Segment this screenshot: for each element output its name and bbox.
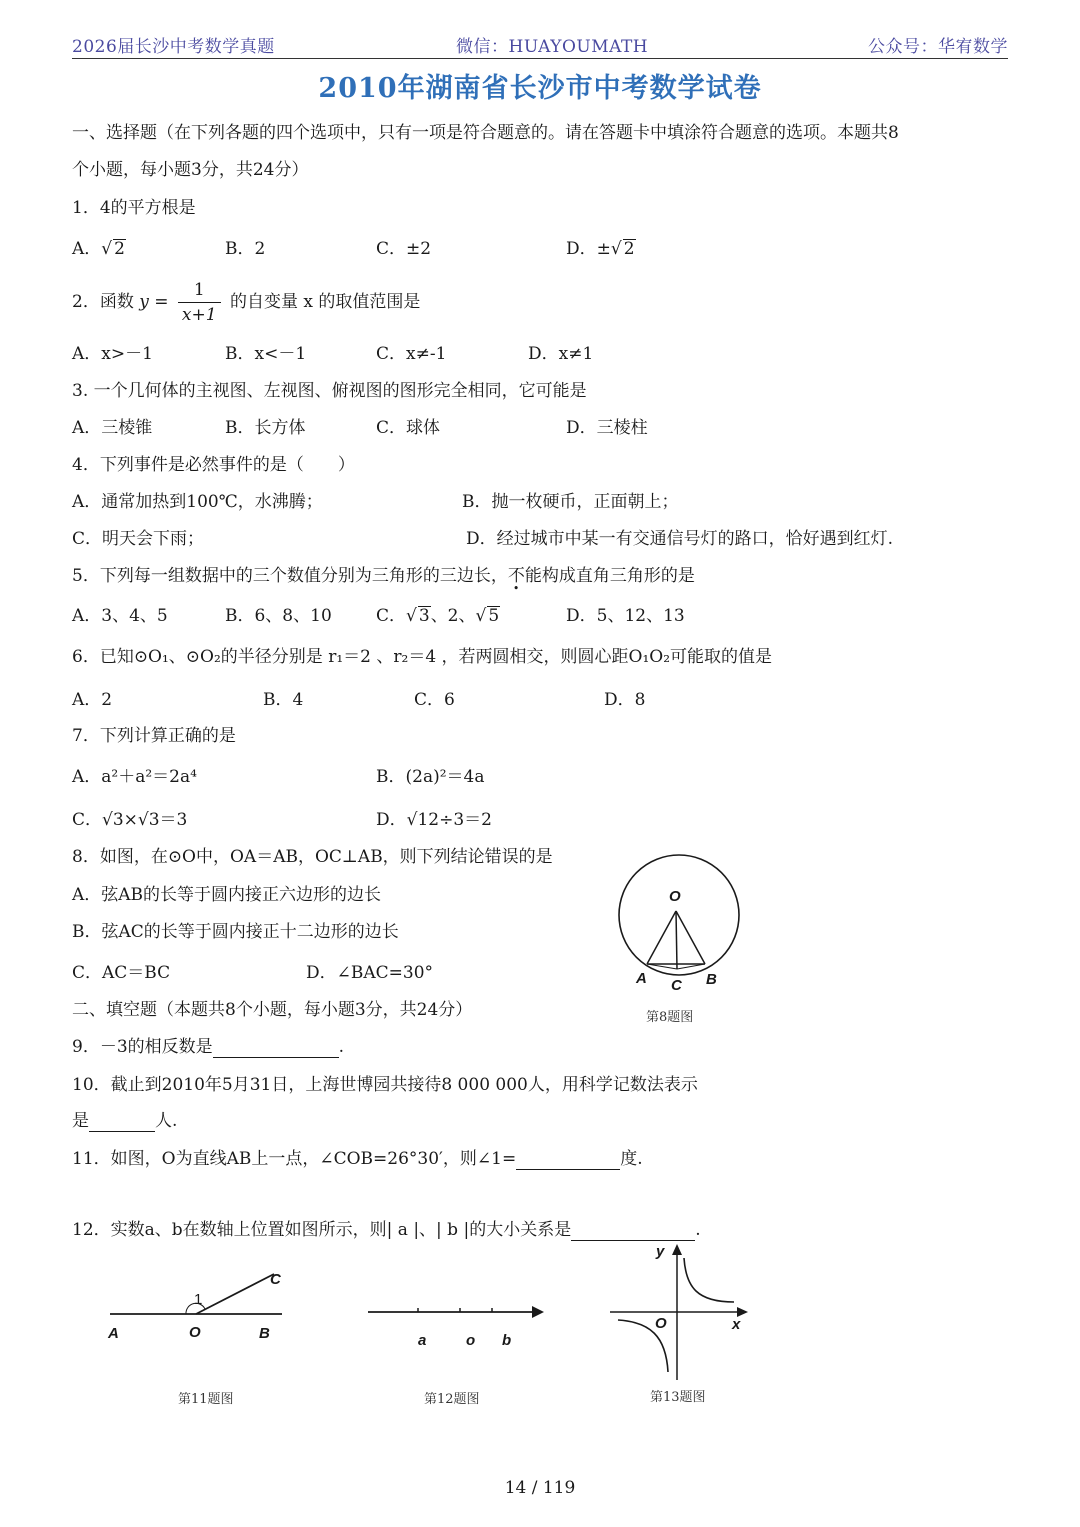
q7-option-b: B．(2a)²＝4a bbox=[376, 767, 485, 787]
fig11-angle-figure bbox=[100, 1262, 300, 1352]
header-left: 2026届长沙中考数学真题 bbox=[72, 37, 275, 57]
q2-option-d: D．x≠1 bbox=[528, 344, 594, 364]
q10-blank[interactable] bbox=[89, 1131, 155, 1132]
fig13-hyperbola-figure bbox=[600, 1236, 760, 1386]
q5-stem: 5．下列每一组数据中的三个数值分别为三角形的三边长，不能构成直角三角形的是 bbox=[72, 566, 695, 586]
q5-option-a: A．3、4、5 bbox=[72, 606, 168, 626]
q2-fraction: $\frac{1}{x+1}$ bbox=[178, 278, 221, 327]
q3-stem: 3. 一个几何体的主视图、左视图、俯视图的图形完全相同，它可能是 bbox=[72, 381, 587, 401]
q2-option-c: C．x≠-1 bbox=[376, 344, 447, 364]
fig11-caption: 第11题图 bbox=[178, 1392, 234, 1407]
q8-option-d: D．∠BAC=30° bbox=[306, 963, 434, 983]
q9-stem: 9．－3的相反数是 . bbox=[72, 1037, 345, 1057]
q6-option-b: B．4 bbox=[263, 690, 304, 710]
section1-line2: 个小题，每小题3分，共24分） bbox=[72, 160, 309, 180]
fig13-label-x: x bbox=[732, 1316, 741, 1333]
q11-blank[interactable] bbox=[516, 1169, 620, 1170]
q12-stem: 12．实数a、b在数轴上位置如图所示，则| a |、| b |的大小关系是 . bbox=[72, 1220, 701, 1240]
q8-option-b: B．弦AC的长等于圆内接正十二边形的边长 bbox=[72, 922, 399, 942]
q8-caption: 第8题图 bbox=[646, 1010, 694, 1025]
fig11-label-c: C bbox=[270, 1271, 281, 1288]
header-right: 公众号：华宥数学 bbox=[868, 37, 1008, 57]
q5-emphasis: 不能 bbox=[507, 566, 542, 586]
q2-option-a: A．x>－1 bbox=[72, 344, 153, 364]
q7-option-d: D．√12÷3＝2 bbox=[376, 810, 492, 830]
fig12-label-a: a bbox=[418, 1332, 427, 1349]
q8-label-a: A bbox=[636, 970, 647, 987]
q2-stem: 2．函数 y = $\frac{1}{x+1}$ 的自变量 x 的取值范围是 bbox=[72, 280, 421, 325]
q7-option-a: A．a²＋a²＝2a⁴ bbox=[72, 767, 197, 787]
page-title: 2010年湖南省长沙市中考数学试卷 bbox=[318, 73, 762, 104]
fig12-number-line bbox=[360, 1290, 560, 1350]
q3-option-b: B．长方体 bbox=[225, 418, 306, 438]
q7-option-c: C．√3×√3＝3 bbox=[72, 810, 188, 830]
q10-line1: 10．截止到2010年5月31日，上海世博园共接待8 000 000人，用科学记数法表示 bbox=[72, 1075, 698, 1095]
q6-stem: 6．已知⊙O₁、⊙O₂的半径分别是 r₁＝2 、r₂＝4 ，若两圆相交，则圆心距O₁O₂可能取的值是 bbox=[72, 647, 773, 667]
q1-option-c: C．±2 bbox=[376, 239, 432, 259]
header-divider bbox=[72, 58, 1008, 59]
q3-option-d: D．三棱柱 bbox=[566, 418, 648, 438]
q5-option-d: D．5、12、13 bbox=[566, 606, 685, 626]
q1-option-a: A．√ 2 bbox=[72, 239, 125, 259]
q8-label-c: C bbox=[671, 977, 682, 994]
q8-label-o: O bbox=[669, 888, 681, 905]
q6-option-a: A．2 bbox=[72, 690, 113, 710]
fig11-label-b: B bbox=[259, 1325, 270, 1342]
q4-option-a: A．通常加热到100℃，水沸腾； bbox=[72, 492, 323, 512]
q8-stem: 8．如图，在⊙O中，OA＝AB，OC⊥AB，则下列结论错误的是 bbox=[72, 847, 553, 867]
fig12-caption: 第12题图 bbox=[424, 1392, 480, 1407]
fig13-caption: 第13题图 bbox=[650, 1390, 706, 1405]
q8-label-b: B bbox=[706, 971, 717, 988]
q8-circle-figure bbox=[610, 846, 750, 996]
q5-option-b: B．6、8、10 bbox=[225, 606, 332, 626]
q1-stem: 1．4的平方根是 bbox=[72, 198, 196, 218]
page-number: 14 / 119 bbox=[504, 1478, 576, 1498]
fig11-label-angle: 1 bbox=[194, 1291, 203, 1308]
q1-option-b: B．2 bbox=[225, 239, 266, 259]
q4-option-d: D．经过城市中某一有交通信号灯的路口，恰好遇到红灯. bbox=[466, 529, 894, 549]
fig11-label-o: O bbox=[189, 1324, 201, 1341]
q6-option-d: D．8 bbox=[604, 690, 646, 710]
fig11-label-a: A bbox=[108, 1325, 119, 1342]
q5-option-c: C．√ 3、2、√ 5 bbox=[376, 606, 500, 626]
q4-option-b: B．抛一枚硬币，正面朝上； bbox=[462, 492, 679, 512]
q3-option-c: C．球体 bbox=[376, 418, 441, 438]
header-center: 微信：HUAYOUMATH bbox=[456, 37, 649, 57]
q8-option-a: A．弦AB的长等于圆内接正六边形的边长 bbox=[72, 885, 382, 905]
q4-stem: 4．下列事件是必然事件的是（ ） bbox=[72, 455, 355, 475]
q3-option-a: A．三棱锥 bbox=[72, 418, 153, 438]
q9-blank[interactable] bbox=[213, 1057, 339, 1058]
fig13-label-y: y bbox=[656, 1243, 665, 1260]
q6-option-c: C．6 bbox=[414, 690, 455, 710]
fig13-label-o: O bbox=[655, 1315, 667, 1332]
q11-stem: 11．如图，O为直线AB上一点，∠COB=26°30′，则∠1= 度. bbox=[72, 1149, 643, 1169]
q7-stem: 7．下列计算正确的是 bbox=[72, 726, 236, 746]
q8-option-c: C．AC＝BC bbox=[72, 963, 171, 983]
fig12-label-b: b bbox=[502, 1332, 512, 1349]
section2-title: 二、填空题（本题共8个小题，每小题3分，共24分） bbox=[72, 1000, 473, 1020]
fig12-label-o: o bbox=[466, 1332, 476, 1349]
q2-option-b: B．x<－1 bbox=[225, 344, 307, 364]
section1-line1: 一、选择题（在下列各题的四个选项中，只有一项是符合题意的。请在答题卡中填涂符合题意的选项。本题共8 bbox=[72, 123, 899, 143]
q10-line2: 是 人. bbox=[72, 1111, 178, 1131]
q1-option-d: D．±√ 2 bbox=[566, 239, 635, 259]
q4-option-c: C．明天会下雨； bbox=[72, 529, 205, 549]
